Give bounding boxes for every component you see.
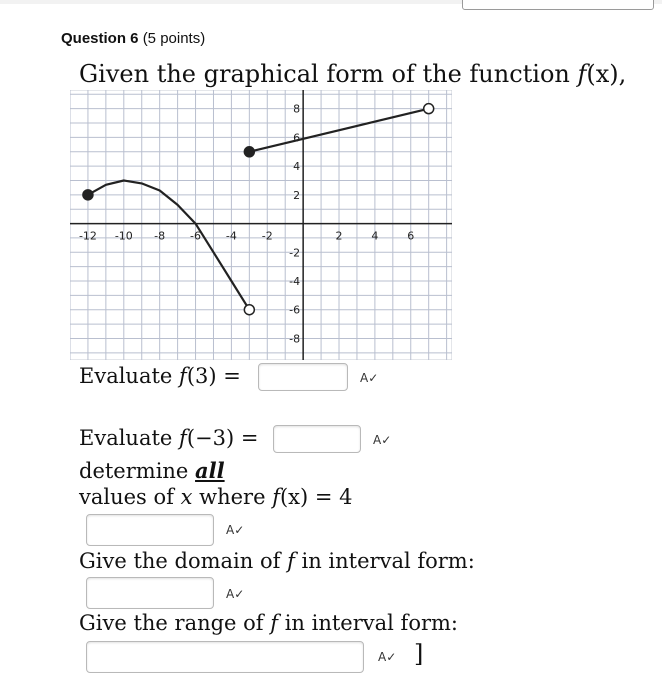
x-tick-label: 4 <box>371 229 379 243</box>
q4-text-after: in interval form: <box>294 549 475 573</box>
q2-answer-input[interactable] <box>274 426 360 452</box>
q3-answer-box[interactable] <box>86 514 214 546</box>
q1-answer-box[interactable] <box>258 363 348 391</box>
q1-spellcheck-icon[interactable]: A✓ <box>360 371 379 385</box>
x-tick-label: 6 <box>407 229 415 243</box>
q5-answer-input[interactable] <box>87 642 363 672</box>
q4-answer-input[interactable] <box>87 578 213 608</box>
q3-line2-after: (x) = 4 <box>279 485 353 509</box>
q4-prompt <box>79 549 475 573</box>
x-tick-label: 2 <box>335 229 343 243</box>
q3-prompt-line2 <box>79 485 353 509</box>
x-tick-label: -4 <box>225 229 237 243</box>
q2-arg: (−3) = <box>186 426 259 450</box>
y-tick-label: 2 <box>293 188 301 202</box>
q3-line1-emph: all <box>195 458 225 483</box>
q3-answer-input[interactable] <box>87 515 213 545</box>
x-tick-label: -10 <box>114 229 133 243</box>
graph-background <box>70 90 452 360</box>
q4-fn: f <box>287 549 295 573</box>
q5-trailing-bracket: ] <box>414 640 424 668</box>
q1-prompt <box>79 364 241 388</box>
q4-text-before: Give the domain of <box>79 549 288 573</box>
previous-answer-box[interactable] <box>462 0 654 10</box>
y-tick-label: 6 <box>293 131 301 145</box>
q4-answer-box[interactable] <box>86 577 214 609</box>
y-tick-label: 8 <box>293 102 301 116</box>
intro-text-after: (x), <box>586 60 627 88</box>
q1-arg: (3) = <box>186 364 241 388</box>
q2-prompt <box>79 426 258 450</box>
x-tick-label: -2 <box>261 229 273 243</box>
q3-line1-before: determine <box>79 459 196 483</box>
q2-prefix: Evaluate <box>79 426 180 450</box>
q5-answer-box[interactable] <box>86 641 364 673</box>
y-tick-label: -2 <box>289 246 301 260</box>
q5-fn: f <box>270 611 279 635</box>
function-graph <box>70 90 452 360</box>
series-1-start-point <box>83 190 93 200</box>
x-tick-label: -6 <box>190 229 202 243</box>
q2-fn: f <box>179 426 187 450</box>
x-tick-label: -12 <box>78 229 97 243</box>
y-tick-label: 4 <box>293 160 301 174</box>
q4-spellcheck-icon[interactable]: A✓ <box>226 587 245 601</box>
y-tick-label: -8 <box>289 332 301 346</box>
q5-prompt <box>79 611 458 635</box>
q3-spellcheck-icon[interactable]: A✓ <box>226 523 245 537</box>
series-1-end-point <box>244 305 254 315</box>
y-tick-label: -4 <box>289 275 301 289</box>
q1-answer-input[interactable] <box>259 364 347 390</box>
q5-spellcheck-icon[interactable]: A✓ <box>378 650 397 664</box>
q3-var: x <box>180 485 193 509</box>
question-header <box>61 30 205 47</box>
q1-prefix: Evaluate <box>79 364 180 388</box>
q2-spellcheck-icon[interactable]: A✓ <box>373 433 392 447</box>
question-points: (5 points) <box>142 30 206 47</box>
q3-fn: f <box>272 485 280 509</box>
q3-prompt-line1 <box>79 458 225 483</box>
q3-line2-before: values of <box>79 485 181 509</box>
q3-line2-mid: where <box>192 485 273 509</box>
x-tick-label: -8 <box>154 229 166 243</box>
series-2-start-point <box>244 147 254 157</box>
y-tick-label: -6 <box>289 303 301 317</box>
intro-text-before: Given the graphical form of the function <box>79 60 578 88</box>
question-label: Question 6 <box>61 30 139 47</box>
q1-fn: f <box>179 364 187 388</box>
q5-text-before: Give the range of <box>79 611 271 635</box>
q2-answer-box[interactable] <box>273 425 361 453</box>
series-2-end-point <box>424 104 434 114</box>
intro-function-name: f <box>577 60 587 88</box>
intro-text <box>79 60 626 88</box>
q5-text-after: in interval form: <box>278 611 458 635</box>
